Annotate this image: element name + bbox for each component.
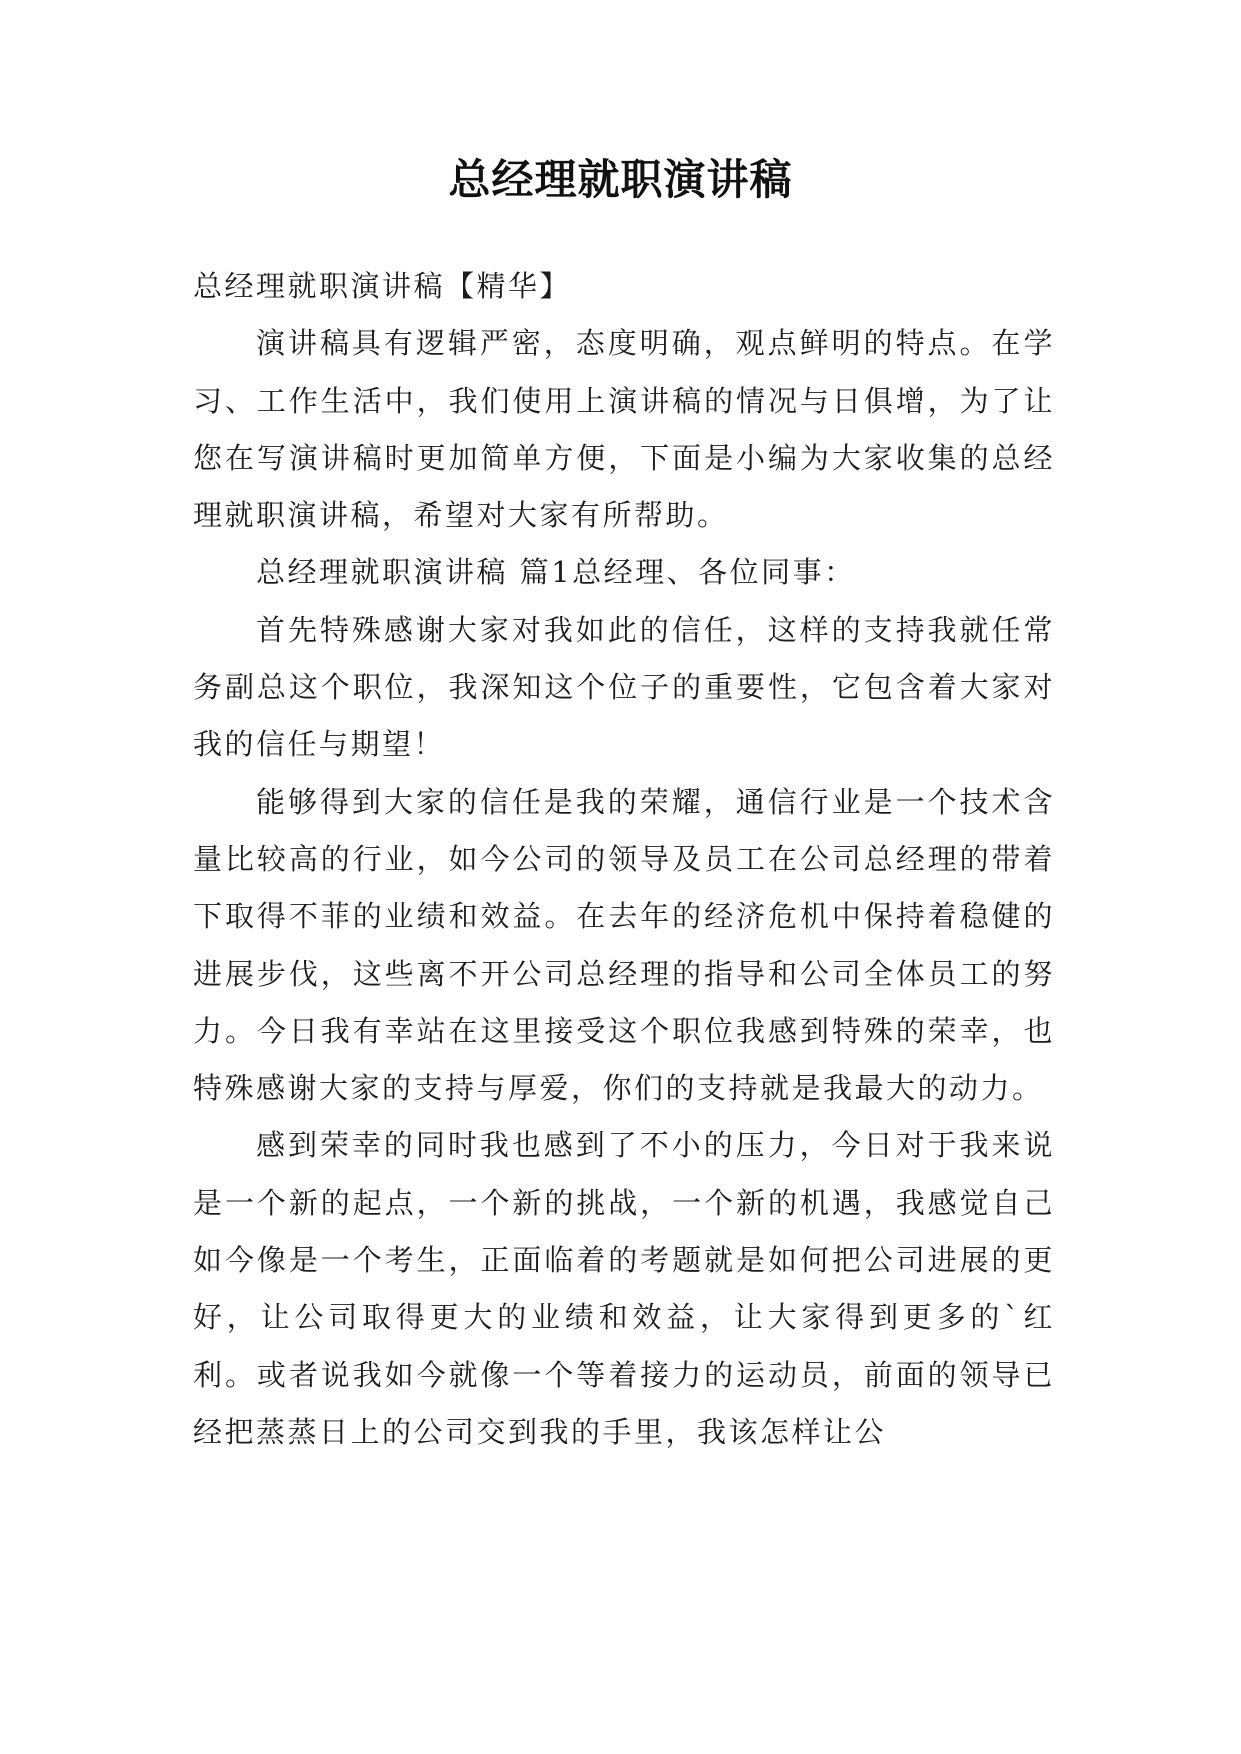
paragraph-intro: 演讲稿具有逻辑严密，态度明确，观点鲜明的特点。在学习、工作生活中，我们使用上演讲稿的情况与日俱增，为了让您在写演讲稿时更加简单方便，下面是小编为大家收集的总经理就职演讲稿，希望对大家有所帮助。	[193, 326, 1055, 533]
document-body	[193, 258, 1055, 1461]
paragraph-pressure: 感到荣幸的同时我也感到了不小的压力，今日对于我来说是一个新的起点，一个新的挑战，一个新的机遇，我感觉自己如今像是一个考生，正面临着的考题就是如何把公司进展的更好，让公司取得更大的业绩和效益，让大家得到更多的`红利。或者说我如今就像一个等着接力的运动员，前面的领导已经把蒸蒸日上的公司交到我的手里，我该怎样让公	[193, 1128, 1055, 1449]
document-title: 总经理就职演讲稿	[448, 155, 793, 204]
paragraph-honor: 能够得到大家的信任是我的荣耀，通信行业是一个技术含量比较高的行业，如今公司的领导及员工在公司总经理的带着下取得不菲的业绩和效益。在去年的经济危机中保持着稳健的进展步伐，这些离不开公司总经理的指导和公司全体员工的努力。今日我有幸站在这里接受这个职位我感到特殊的荣幸，也特殊感谢大家的支持与厚爱，你们的支持就是我最大的动力。	[193, 784, 1055, 1106]
paragraph-thanks: 首先特殊感谢大家对我如此的信任，这样的支持我就任常务副总这个职位，我深知这个位子的重要性，它包含着大家对我的信任与期望！	[193, 612, 1055, 762]
paragraph-heading-part-1: 总经理就职演讲稿 篇1总经理、各位同事：	[256, 555, 856, 590]
document-subtitle: 总经理就职演讲稿【精华】	[193, 269, 572, 303]
